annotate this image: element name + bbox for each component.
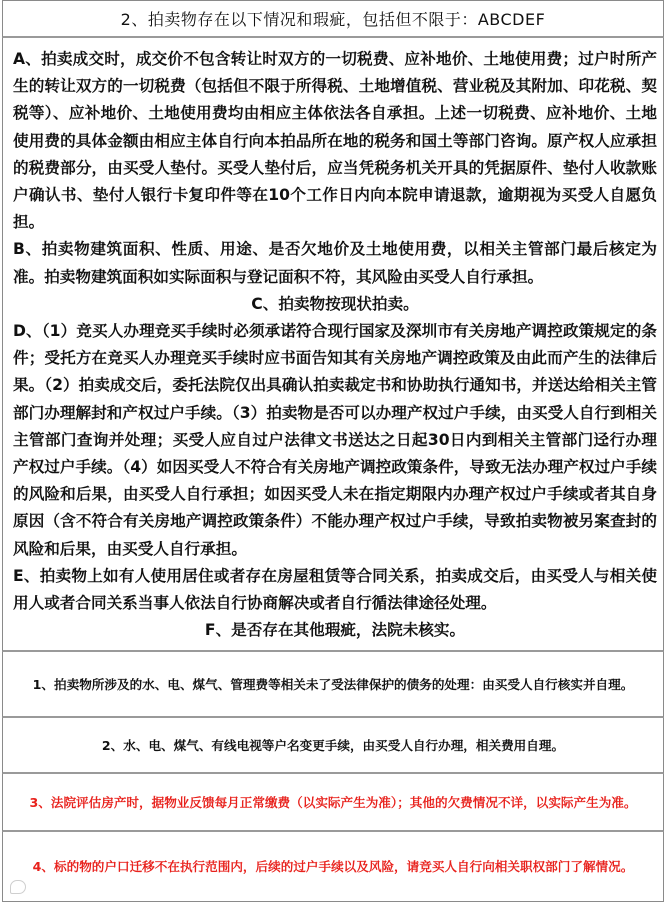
note-row-4: [2, 832, 664, 902]
note-text-1: 1、拍卖物所涉及的水、电、煤气、管理费等相关未了受法律保护的债务的处理：由买受人自行核实并自理。: [32, 676, 634, 692]
note-text-4: 4、标的物的户口迁移不在执行范围内，后续的过户手续以及风险，请竞买人自行向相关职权部门了解情况。: [32, 859, 634, 875]
defect-item-e: E、拍卖物上如有人使用居住或者存在房屋租赁等合同关系，拍卖成交后，由买受人与相关使用人或者合同关系当事人依法自行协商解决或者自行循法律途径处理。: [13, 566, 657, 613]
note-row-1: [2, 652, 664, 718]
chat-bubble-icon: [10, 880, 26, 894]
section-title: 2、拍卖物存在以下情况和瑕疵，包括但不限于：ABCDEF: [120, 10, 546, 29]
watermark: [10, 880, 26, 894]
document: [2, 0, 664, 902]
defect-item-a: A、拍卖成交时，成交价不包含转让时双方的一切税费、应补地价、土地使用费；过户时所产生的转让双方的一切税费（包括但不限于所得税、土地增值税、营业税及其附加、印花税、契税等）、应补地价、土地使用费均由相应主体依法各自承担。上述一切税费、应补地价、土地使用费的具体金额由相应主体自行向本拍品所在地的税务和国土等部门咨询。原产权人应承担的税费部分，由买受人垫付。买受人垫付后，应当凭税务机关开具的凭据原件、垫付人收款账户确认书、垫付人银行卡复印件等在10个工作日内向本院申请退款，逾期视为买受人自愿负担。: [13, 50, 657, 232]
note-text-2: 2、水、电、煤气、有线电视等户名变更手续，由买受人自行办理，相关费用自理。: [101, 737, 565, 753]
defect-item-b: B、拍卖物建筑面积、性质、用途、是否欠地价及土地使用费，以相关主管部门最后核定为准。拍卖物建筑面积如实际面积与登记面积不符，其风险由买受人自行承担。: [13, 240, 657, 286]
section-header: [2, 0, 664, 38]
note-text-3: 3、法院评估房产时，据物业反馈每月正常缴费（以实际产生为准）；其他的欠费情况不详，以实际产生为准。: [29, 794, 637, 810]
defect-item-c: C、拍卖物按现状拍卖。: [251, 294, 419, 313]
note-row-2: [2, 718, 664, 774]
defect-item-f: F、是否存在其他瑕疵，法院未核实。: [204, 621, 466, 640]
defects-list: [2, 38, 664, 652]
note-row-3: [2, 774, 664, 832]
defect-item-d: D、（1）竞买人办理竞买手续时必须承诺符合现行国家及深圳市有关房地产调控政策规定的条件；受托方在竞买人办理竞买手续时应书面告知其有关房地产调控政策及由此而产生的法律后果。（2）拍卖成交后，委托法院仅出具确认拍卖裁定书和协助执行通知书，并送达给相关主管部门办理解封和产权过户手续。（3）拍卖物是否可以办理产权过户手续，由买受人自行到相关主管部门查询并处理；买受人应自过户法律文书送达之日起30日内到相关主管部门迳行办理产权过户手续。（4）如因买受人不符合有关房地产调控政策条件，导致无法办理产权过户手续的风险和后果，由买受人自行承担；如因买受人未在指定期限内办理产权过户手续或者其自身原因（含不符合有关房地产调控政策条件）不能办理产权过户手续，导致拍卖物被另案查封的风险和后果，由买受人自行承担。: [13, 322, 657, 558]
